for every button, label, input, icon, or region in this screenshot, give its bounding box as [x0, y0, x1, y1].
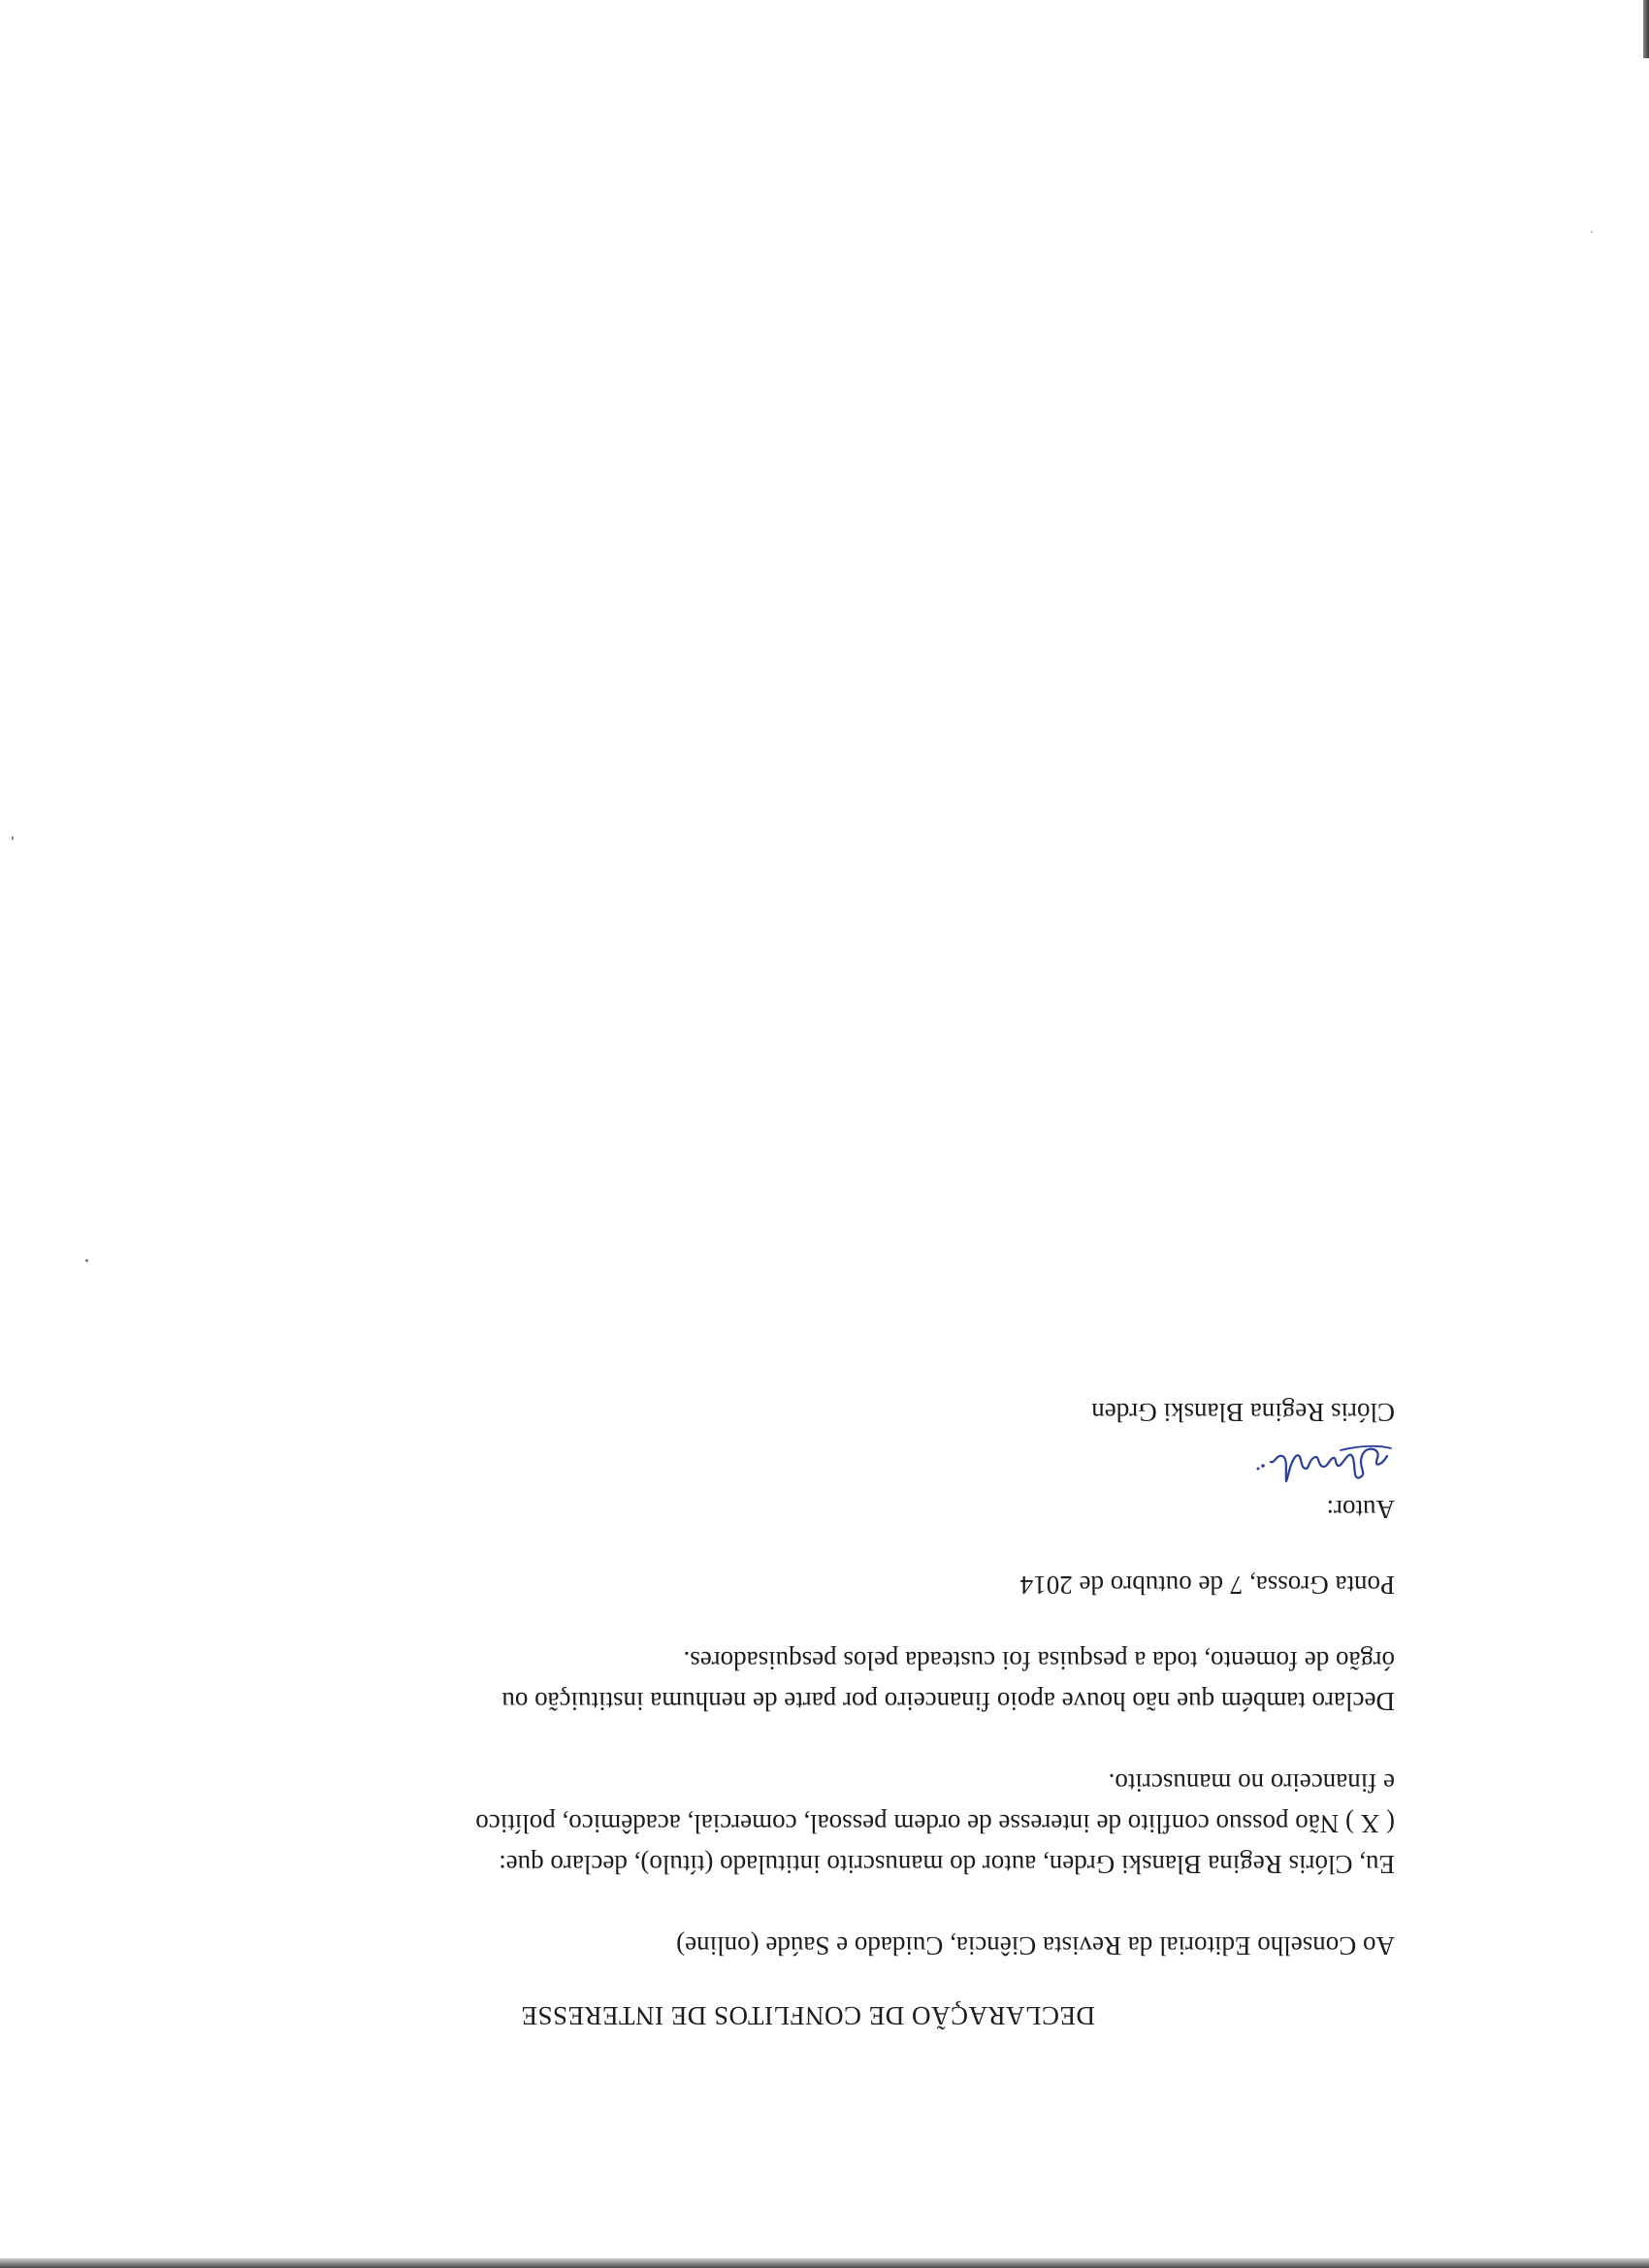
addressee-line: Ao Conselho Editorial da Revista Ciência, Cuidado e Saúde (online) [676, 1931, 1395, 1960]
signature-area [250, 1433, 1395, 1489]
document-title: DECLARAÇÃO DE CONFLITOS DE INTERESSE [521, 2001, 1096, 2030]
conflict-option-line: e financeiro no manuscrito. [1108, 1768, 1395, 1798]
declaration-intro: Eu, Clóris Regina Blanski Grden, autor do manuscrito intitulado (título), declaro que: [499, 1850, 1395, 1879]
place-date: Ponta Grossa, 7 de outubro de 2014 [1019, 1571, 1395, 1600]
funding-statement-line: Declaro também que não houve apoio financeiro por parte de nenhuma instituição ou [501, 1687, 1395, 1716]
handwritten-signature [1240, 1435, 1395, 1495]
conflict-option-line: ( X ) Não possuo conflito de interesse de ordem pessoal, comercial, acadêmico, político [475, 1809, 1395, 1838]
author-label: Autor: [1326, 1495, 1395, 1524]
declaration-document [250, 1392, 1395, 2036]
funding-statement-line: órgão de fomento, toda a pesquisa foi custeada pelos pesquisadores. [683, 1646, 1395, 1675]
author-name: Clóris Regina Blanski Grden [1091, 1398, 1395, 1427]
